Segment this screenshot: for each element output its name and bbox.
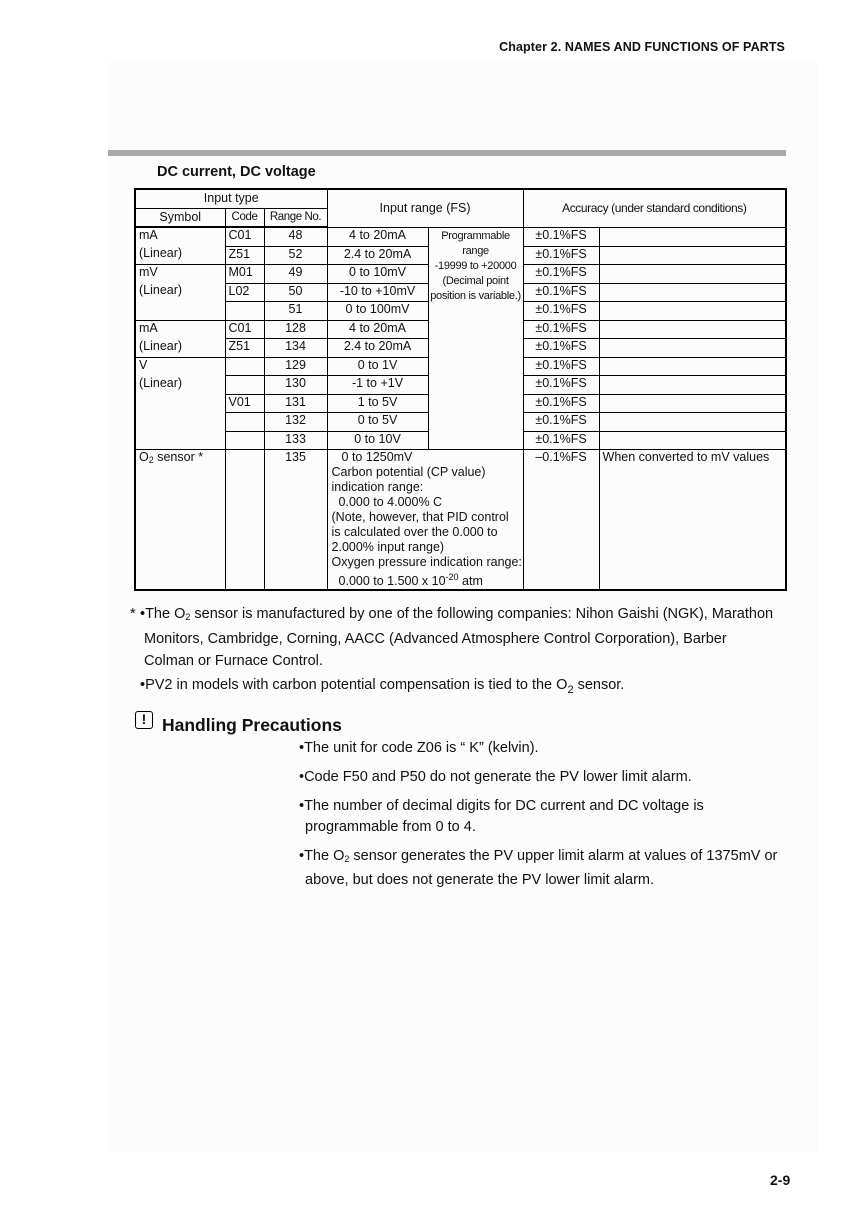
accuracy-cell: ±0.1%FS: [523, 246, 599, 265]
prog-note-line: Programmable range: [441, 229, 510, 257]
remark-cell: [599, 265, 786, 284]
symbol-cell: mV: [135, 265, 225, 284]
remark-cell: [599, 283, 786, 302]
range-no-cell: 50: [264, 283, 327, 302]
o2-exponent: -20: [445, 572, 459, 582]
symbol-cell: (Linear): [135, 376, 225, 395]
range-cell: 2.4 to 20mA: [327, 339, 428, 358]
remark-cell: [599, 246, 786, 265]
symbol-cell: mA: [135, 320, 225, 339]
symbol-cell: (Linear): [135, 246, 225, 265]
header-input-type: Input type: [135, 189, 327, 208]
remark-cell: When converted to mV values: [599, 450, 786, 591]
footnote-line: Colman or Furnace Control.: [144, 653, 323, 669]
o2-range-line: indication range:: [331, 480, 424, 494]
table-row-o2-sensor: [135, 450, 786, 591]
precaution-line: programmable from 0 to 4.: [305, 819, 476, 835]
remark-cell: [599, 227, 786, 246]
accuracy-cell: ±0.1%FS: [523, 339, 599, 358]
range-cell: 0 to 1V: [327, 357, 428, 376]
accuracy-cell: –0.1%FS: [523, 450, 599, 591]
code-cell: [225, 376, 264, 395]
o2-range-line: (Note, however, that PID control: [331, 510, 509, 524]
accuracy-cell: ±0.1%FS: [523, 320, 599, 339]
pv2-text: sensor.: [573, 677, 625, 693]
range-no-cell: 128: [264, 320, 327, 339]
symbol-cell: mA: [135, 227, 225, 246]
prog-note-line: (Decimal point: [442, 274, 509, 287]
o2-range-cell: [327, 450, 523, 591]
precaution-line: •The number of decimal digits for DC current and DC voltage is: [299, 798, 704, 814]
remark-cell: [599, 394, 786, 413]
range-no-cell: 132: [264, 413, 327, 432]
table-row: [135, 227, 786, 246]
o2-sensor-footnote: [130, 603, 790, 672]
precautions-title: Handling Precautions: [162, 715, 342, 735]
range-cell: 2.4 to 20mA: [327, 246, 428, 265]
range-cell: 0 to 10mV: [327, 265, 428, 284]
precaution-line: [299, 846, 799, 870]
chapter-header: Chapter 2. NAMES AND FUNCTIONS OF PARTS: [499, 40, 785, 54]
code-cell: L02: [225, 283, 264, 302]
range-cell: 4 to 20mA: [327, 320, 428, 339]
precaution-text: sensor generates the PV upper limit alarm at values of 1375mV or: [349, 848, 778, 864]
range-no-cell: 134: [264, 339, 327, 358]
page-number: 2-9: [770, 1172, 791, 1188]
header-input-range: Input range (FS): [327, 189, 523, 227]
footnote-line: [130, 603, 790, 628]
pv2-text: •PV2 in models with carbon potential compensation is tied to the O: [140, 677, 568, 693]
code-cell: [225, 431, 264, 450]
symbol-cell: (Linear): [135, 283, 225, 302]
remark-cell: [599, 302, 786, 321]
section-title: DC current, DC voltage: [157, 164, 316, 180]
accuracy-cell: ±0.1%FS: [523, 357, 599, 376]
accuracy-cell: ±0.1%FS: [523, 283, 599, 302]
symbol-cell: [135, 302, 225, 321]
code-cell: C01: [225, 320, 264, 339]
o2-range-line: 0 to 1250mV: [341, 450, 413, 464]
range-no-cell: 49: [264, 265, 327, 284]
header-range-no: Range No.: [264, 208, 327, 227]
o2-unit: atm: [458, 574, 483, 589]
range-no-cell: 131: [264, 394, 327, 413]
footnote-text: •The O: [140, 606, 186, 622]
code-cell: M01: [225, 265, 264, 284]
accuracy-cell: ±0.1%FS: [523, 431, 599, 450]
accuracy-cell: ±0.1%FS: [523, 413, 599, 432]
accuracy-cell: ±0.1%FS: [523, 265, 599, 284]
pv2-subscript: 2: [567, 683, 574, 696]
o2-range-line: 2.000% input range): [331, 540, 445, 554]
code-cell: [225, 302, 264, 321]
code-cell: C01: [225, 227, 264, 246]
range-no-cell: 48: [264, 227, 327, 246]
header-accuracy: Accuracy (under standard conditions): [523, 189, 786, 227]
accuracy-cell: ±0.1%FS: [523, 227, 599, 246]
range-cell: 0 to 100mV: [327, 302, 428, 321]
caution-icon: !: [135, 711, 153, 729]
precaution-item: [299, 846, 799, 891]
remark-cell: [599, 376, 786, 395]
programmable-range-note: [428, 227, 523, 450]
precaution-item: [299, 796, 799, 838]
precaution-text: •The O: [299, 848, 345, 864]
range-cell: -1 to +1V: [327, 376, 428, 395]
code-cell: Z51: [225, 339, 264, 358]
o2-range-line: 0.000 to 4.000% C: [338, 495, 443, 509]
table-header-row: [135, 189, 786, 208]
header-symbol: Symbol: [135, 208, 225, 227]
code-cell: [225, 413, 264, 432]
input-range-table: [134, 188, 787, 591]
remark-cell: [599, 320, 786, 339]
remark-cell: [599, 339, 786, 358]
o2-symbol-rest: sensor *: [153, 450, 204, 464]
range-cell: 0 to 10V: [327, 431, 428, 450]
range-no-cell: 130: [264, 376, 327, 395]
footnote-subscript: 2: [185, 612, 191, 622]
prog-note-line: -19999 to +20000: [434, 259, 517, 272]
symbol-cell: (Linear): [135, 339, 225, 358]
precautions-list: [299, 738, 799, 899]
o2-subscript: 2: [148, 455, 154, 465]
range-no-cell: 133: [264, 431, 327, 450]
range-cell: 0 to 5V: [327, 413, 428, 432]
remark-cell: [599, 413, 786, 432]
range-no-cell: 129: [264, 357, 327, 376]
code-cell: Z51: [225, 246, 264, 265]
o2-range-line: Oxygen pressure indication range:: [331, 555, 522, 569]
code-cell: [225, 450, 264, 591]
remark-cell: [599, 357, 786, 376]
precaution-item: •The unit for code Z06 is “ K” (kelvin).: [299, 740, 539, 756]
o2-symbol: O: [139, 450, 149, 464]
precaution-subscript: 2: [344, 854, 350, 864]
accuracy-cell: ±0.1%FS: [523, 376, 599, 395]
o2-pressure-range: 0.000 to 1.500 x 10: [338, 574, 446, 589]
symbol-cell: [135, 413, 225, 432]
accuracy-cell: ±0.1%FS: [523, 302, 599, 321]
range-cell: -10 to +10mV: [327, 283, 428, 302]
symbol-cell: V: [135, 357, 225, 376]
range-no-cell: 51: [264, 302, 327, 321]
precaution-line: above, but does not generate the PV lower limit alarm.: [305, 872, 654, 888]
range-cell: 1 to 5V: [327, 394, 428, 413]
footnote-marker: *: [130, 606, 136, 622]
symbol-cell: [135, 431, 225, 450]
header-code: Code: [225, 208, 264, 227]
range-no-cell: 52: [264, 246, 327, 265]
symbol-cell: [135, 394, 225, 413]
code-cell: V01: [225, 394, 264, 413]
precaution-item: •Code F50 and P50 do not generate the PV lower limit alarm.: [299, 769, 692, 785]
footnote-line: Monitors, Cambridge, Corning, AACC (Advanced Atmosphere Control Corporation), Barber: [144, 631, 727, 647]
range-cell: 4 to 20mA: [327, 227, 428, 246]
symbol-cell: [135, 450, 225, 591]
prog-note-line: position is variable.): [430, 289, 521, 302]
section-rule: [108, 150, 786, 156]
pv2-note: [140, 677, 624, 696]
range-no-cell: 135: [264, 450, 327, 591]
remark-cell: [599, 431, 786, 450]
code-cell: [225, 357, 264, 376]
footnote-text: sensor is manufactured by one of the following companies: Nihon Gaishi (NGK), Marathon: [190, 606, 774, 622]
accuracy-cell: ±0.1%FS: [523, 394, 599, 413]
o2-range-line: is calculated over the 0.000 to: [331, 525, 498, 539]
o2-range-line: Carbon potential (CP value): [331, 465, 486, 479]
o2-range-line: [332, 570, 520, 589]
